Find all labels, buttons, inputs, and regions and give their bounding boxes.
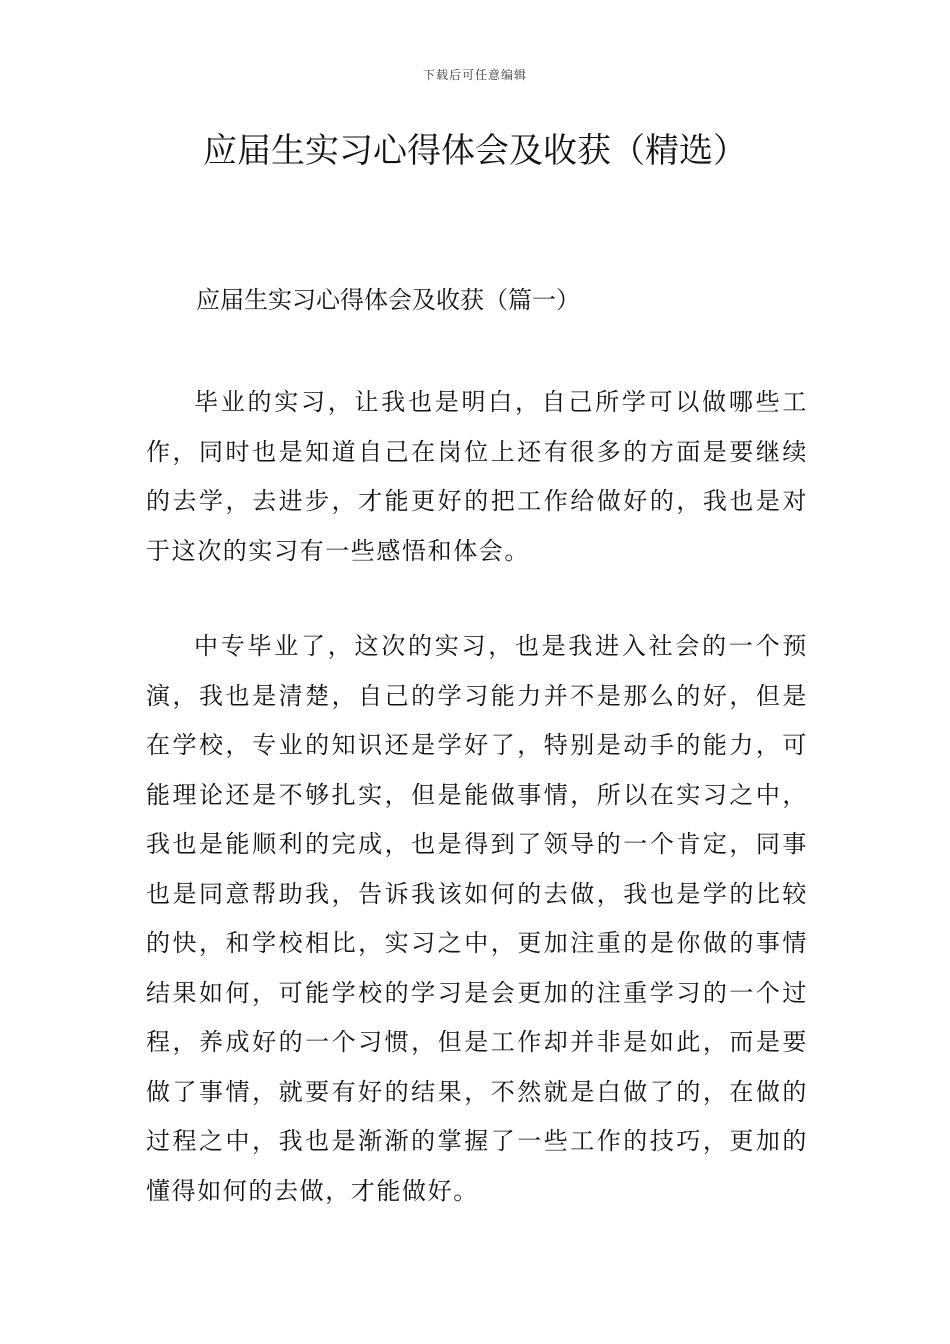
section-heading: 应届生实习心得体会及收获（篇一） (196, 286, 580, 314)
document-title: 应届生实习心得体会及收获（精选） (203, 131, 747, 171)
body-paragraph-1: 毕业的实习，让我也是明白，自己所学可以做哪些工作，同时也是知道自己在岗位上还有很多的方面是要继续的去学，去进步，才能更好的把工作给做好的，我也是对于这次的实习有一些感悟和体会。 (146, 388, 808, 565)
body-paragraph-2: 中专毕业了，这次的实习，也是我进入社会的一个预演，我也是清楚，自己的学习能力并不是那么的好，但是在学校，专业的知识还是学好了，特别是动手的能力，可能理论还是不够扎实，但是能做事情，所以在实习之中，我也是能顺利的完成，也是得到了领导的一个肯定，同事也是同意帮助我，告诉我该如何的去做，我也是学的比较的快，和学校相比，实习之中，更加注重的是你做的事情结果如何，可能学校的学习是会更加的注重学习的一个过程，养成好的一个习惯，但是工作却并非是如此，而是要做了事情，就要有好的结果，不然就是白做了的，在做的过程之中，我也是渐渐的掌握了一些工作的技巧，更加的懂得如何的去做，才能做好。 (146, 632, 808, 1205)
header-note: 下载后可任意编辑 (422, 68, 527, 82)
